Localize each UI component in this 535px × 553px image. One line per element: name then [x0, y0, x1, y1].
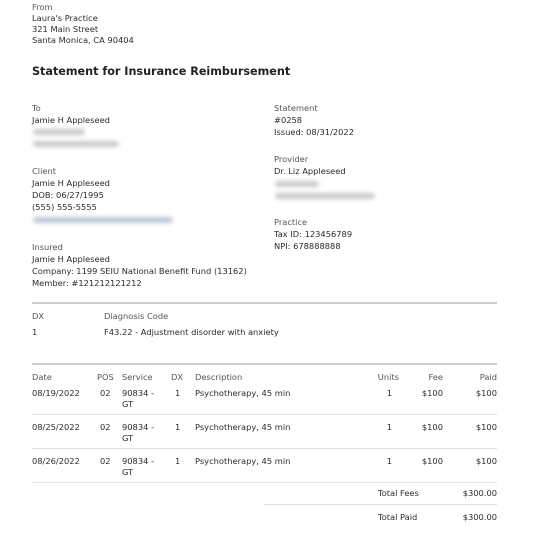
services-header-units: Units: [377, 372, 399, 382]
service-row-pos: 02: [100, 456, 111, 466]
provider-name: Dr. Liz Appleseed: [274, 166, 346, 176]
service-row-units: 1: [386, 456, 392, 466]
client-name: Jamie H Appleseed: [32, 178, 110, 188]
service-row-pos: 02: [100, 422, 111, 432]
service-row-paid: $100: [475, 388, 497, 398]
services-header-date: Date: [32, 372, 52, 382]
section-divider: [32, 363, 497, 365]
service-row-code: 90834 -: [122, 456, 155, 466]
service-row-description: Psychotherapy, 45 min: [195, 388, 291, 398]
practice-npi: NPI: 678888888: [274, 241, 341, 251]
redacted-provider-line2: [275, 193, 375, 199]
practice-address-line2: Santa Monica, CA 90404: [32, 35, 134, 45]
diagnosis-header-dx: DX: [32, 311, 45, 321]
insured-company: Company: 1199 SEIU National Benefit Fund (13162): [32, 266, 247, 276]
section-divider: [32, 302, 497, 304]
services-header-paid: Paid: [479, 372, 497, 382]
client-label: Client: [32, 166, 57, 176]
redacted-address-line2: [33, 141, 119, 147]
statement-label: Statement: [274, 103, 318, 113]
practice-address-line1: 321 Main Street: [32, 24, 99, 34]
services-header-description: Description: [195, 372, 243, 382]
service-row-description: Psychotherapy, 45 min: [195, 456, 291, 466]
diagnosis-row-code: F43.22 - Adjustment disorder with anxiety: [104, 327, 279, 337]
total-fees-label: Total Fees: [378, 488, 419, 498]
total-paid-value: $300.00: [462, 512, 497, 522]
service-row-modifier: GT: [122, 433, 134, 443]
service-row-date: 08/25/2022: [32, 422, 80, 432]
client-dob: DOB: 06/27/1995: [32, 190, 104, 200]
service-row-date: 08/26/2022: [32, 456, 80, 466]
service-row-code: 90834 -: [122, 388, 155, 398]
insured-member: Member: #121212121212: [32, 278, 142, 288]
service-row-fee: $100: [421, 388, 443, 398]
row-divider: [32, 448, 497, 449]
services-header-pos: POS: [97, 372, 114, 382]
service-row-description: Psychotherapy, 45 min: [195, 422, 291, 432]
service-row-dx: 1: [175, 422, 181, 432]
total-paid-label: Total Paid: [378, 512, 418, 522]
redacted-provider-line1: [275, 181, 319, 187]
service-row-code: 90834 -: [122, 422, 155, 432]
to-label: To: [32, 103, 41, 113]
service-row-modifier: GT: [122, 467, 134, 477]
total-fees-value: $300.00: [462, 488, 497, 498]
row-divider: [32, 482, 497, 483]
practice-name: Laura's Practice: [32, 13, 98, 23]
practice-tax-id: Tax ID: 123456789: [274, 229, 353, 239]
services-header-fee: Fee: [428, 372, 443, 382]
statement-issued: Issued: 08/31/2022: [274, 127, 354, 137]
diagnosis-row-dx: 1: [32, 327, 38, 337]
redacted-address-line1: [33, 129, 85, 135]
diagnosis-header-code: Diagnosis Code: [104, 311, 169, 321]
provider-label: Provider: [274, 154, 309, 164]
totals-divider: [264, 504, 497, 505]
page-title: Statement for Insurance Reimbursement: [32, 65, 291, 78]
service-row-pos: 02: [100, 388, 111, 398]
insured-name: Jamie H Appleseed: [32, 254, 110, 264]
services-header-dx: DX: [171, 372, 184, 382]
service-row-units: 1: [386, 388, 392, 398]
service-row-paid: $100: [475, 456, 497, 466]
to-name: Jamie H Appleseed: [32, 115, 110, 125]
service-row-date: 08/19/2022: [32, 388, 80, 398]
from-label: From: [32, 2, 53, 12]
service-row-units: 1: [386, 422, 392, 432]
statement-number: #0258: [274, 115, 303, 125]
row-divider: [32, 414, 497, 415]
practice-label: Practice: [274, 217, 308, 227]
client-phone: (555) 555-5555: [32, 202, 97, 212]
service-row-dx: 1: [175, 388, 181, 398]
insured-label: Insured: [32, 242, 63, 252]
services-header-service: Service: [122, 372, 153, 382]
service-row-fee: $100: [421, 422, 443, 432]
service-row-fee: $100: [421, 456, 443, 466]
service-row-modifier: GT: [122, 399, 134, 409]
service-row-dx: 1: [175, 456, 181, 466]
service-row-paid: $100: [475, 422, 497, 432]
redacted-client-email: [33, 217, 173, 223]
